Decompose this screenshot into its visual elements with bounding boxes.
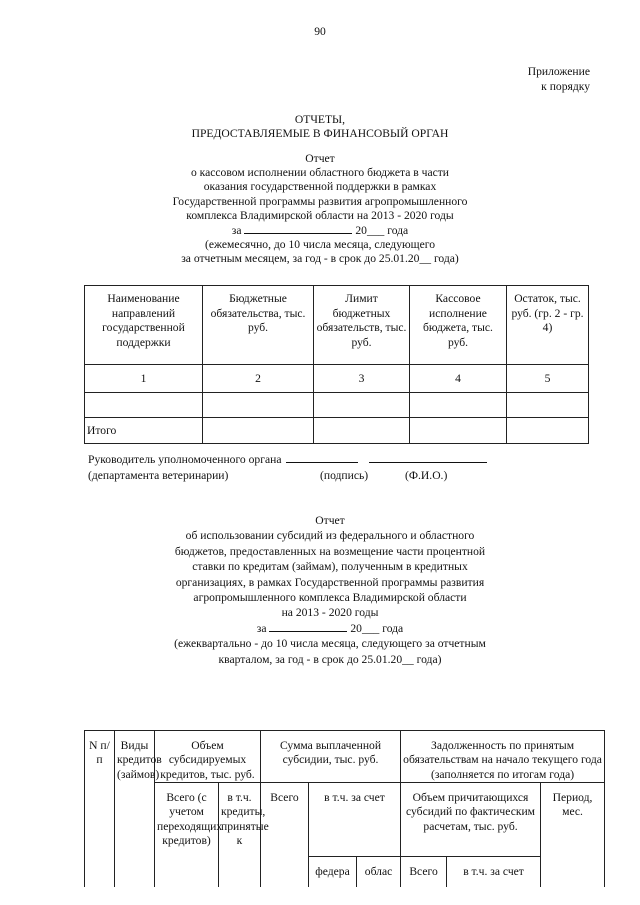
table2-header-row <box>85 731 605 783</box>
table-cell <box>314 393 410 418</box>
column-number: 3 <box>314 365 410 393</box>
table-header-row <box>85 286 589 365</box>
section-heading <box>90 113 550 141</box>
signature-role: Руководитель уполномоченного органа <box>88 453 282 466</box>
report1-note: (ежемесячно, до 10 числа месяца, следующего <box>204 238 435 252</box>
column-number: 5 <box>507 365 589 393</box>
report2-line: организациях, в рамках Государственной программы развития <box>175 575 485 589</box>
sign-label: (подпись) <box>320 468 369 482</box>
appendix-line: Приложение <box>527 65 590 78</box>
table-number-row <box>85 365 589 393</box>
col-debt-volume: Объем причитающихся субсидий по фактическим расчетам, тыс. руб. <box>401 783 541 857</box>
header-cell: Лимит бюджетных обязательств, тыс. руб. <box>314 286 410 365</box>
col-volume-incl: в т.ч. кредиты, принятые к <box>219 783 261 887</box>
period-year: 20___ года <box>355 224 409 238</box>
table-row <box>85 393 589 418</box>
table-cell <box>507 393 589 418</box>
col-volume: Объем субсидируемых кредитов, тыс. руб. <box>155 731 261 783</box>
col-paid-incl: в т.ч. за счет <box>309 783 401 857</box>
table-cell <box>85 393 203 418</box>
report1-line: о кассовом исполнении областного бюджета в части <box>190 166 450 180</box>
signature-line1 <box>88 452 528 468</box>
col-num: N п/п <box>85 731 115 887</box>
signature-line2 <box>88 468 528 483</box>
table-cell <box>410 393 507 418</box>
col-volume-total: Всего (с учетом переходящих кредитов) <box>155 783 219 887</box>
table-cell <box>203 418 314 444</box>
header-cell: Наименование направлений государственной поддержки <box>85 286 203 365</box>
report2-period <box>100 621 560 636</box>
period-blank <box>269 621 347 632</box>
table-cell <box>203 393 314 418</box>
report1-period <box>100 223 540 238</box>
section-heading-line: ОТЧЕТЫ, <box>294 113 346 126</box>
signature-block <box>88 452 528 483</box>
name-blank <box>369 452 487 463</box>
report1-table <box>84 285 589 444</box>
header-cell: Бюджетные обязательства, тыс. руб. <box>203 286 314 365</box>
column-number: 2 <box>203 365 314 393</box>
column-number: 4 <box>410 365 507 393</box>
report2-note: кварталом, за год - в срок до 25.01.20__ года) <box>218 652 442 666</box>
report1-note: за отчетным месяцем, за год - в срок до 25.01.20__ года) <box>181 252 459 266</box>
col-debt-volume-incl: в т.ч. за счет <box>447 857 541 887</box>
col-paid-total: Всего <box>261 783 309 887</box>
signature-blank <box>286 452 358 463</box>
report2-note: (ежеквартально - до 10 числа месяца, следующего за отчетным <box>174 637 486 651</box>
period-prefix: за <box>256 621 267 635</box>
report2-line: бюджетов, предоставленных на возмещение части процентной <box>174 544 486 558</box>
table-cell <box>314 418 410 444</box>
signature-department: (департамента ветеринарии) <box>88 468 229 482</box>
report2-header <box>100 513 560 667</box>
header-cell: Остаток, тыс. руб. (гр. 2 - гр. 4) <box>507 286 589 365</box>
section-heading-line: ПРЕДОСТАВЛЯЕМЫЕ В ФИНАНСОВЫЙ ОРГАН <box>191 127 449 140</box>
table2-subheader-row <box>85 783 605 857</box>
report2-line: ставки по кредитам (займам), полученным в кредитных <box>192 560 468 574</box>
report1-header <box>100 152 540 267</box>
page-number: 90 <box>314 25 326 38</box>
appendix-label <box>390 65 590 94</box>
period-blank <box>244 223 352 234</box>
col-debt-volume-total: Всего <box>401 857 447 887</box>
table-cell <box>507 418 589 444</box>
col-paid-reg: облас <box>357 857 401 887</box>
report2-table <box>84 730 605 887</box>
table-total-row <box>85 418 589 444</box>
report1-title: Отчет <box>305 152 335 165</box>
appendix-line: к порядку <box>541 79 590 93</box>
col-paid-fed: федера <box>309 857 357 887</box>
col-debt-period: Период, мес. <box>541 783 605 887</box>
report2-line: агропромышленного комплекса Владимирской области <box>193 591 467 605</box>
period-year: 20___ года <box>350 621 404 635</box>
col-paid: Сумма выплаченной субсидии, тыс. руб. <box>261 731 401 783</box>
report2-line: об использовании субсидий из федерального и областного <box>185 529 475 543</box>
table-cell <box>410 418 507 444</box>
col-debt: Задолженность по принятым обязательствам на начало текущего года (заполняется по итогам года) <box>401 731 605 783</box>
period-prefix: за <box>231 224 242 238</box>
report1-line: оказания государственной поддержки в рамках <box>203 180 437 194</box>
col-types: Виды кредитов (займов) <box>115 731 155 887</box>
report1-line: комплекса Владимирской области на 2013 - 2020 годы <box>186 208 454 222</box>
report2-title: Отчет <box>315 514 345 527</box>
column-number: 1 <box>85 365 203 393</box>
report2-line: на 2013 - 2020 годы <box>281 606 379 620</box>
name-label: (Ф.И.О.) <box>405 468 448 482</box>
report1-line: Государственной программы развития агропромышленного <box>172 194 468 208</box>
header-cell: Кассовое исполнение бюджета, тыс. руб. <box>410 286 507 365</box>
total-label: Итого <box>85 418 203 444</box>
